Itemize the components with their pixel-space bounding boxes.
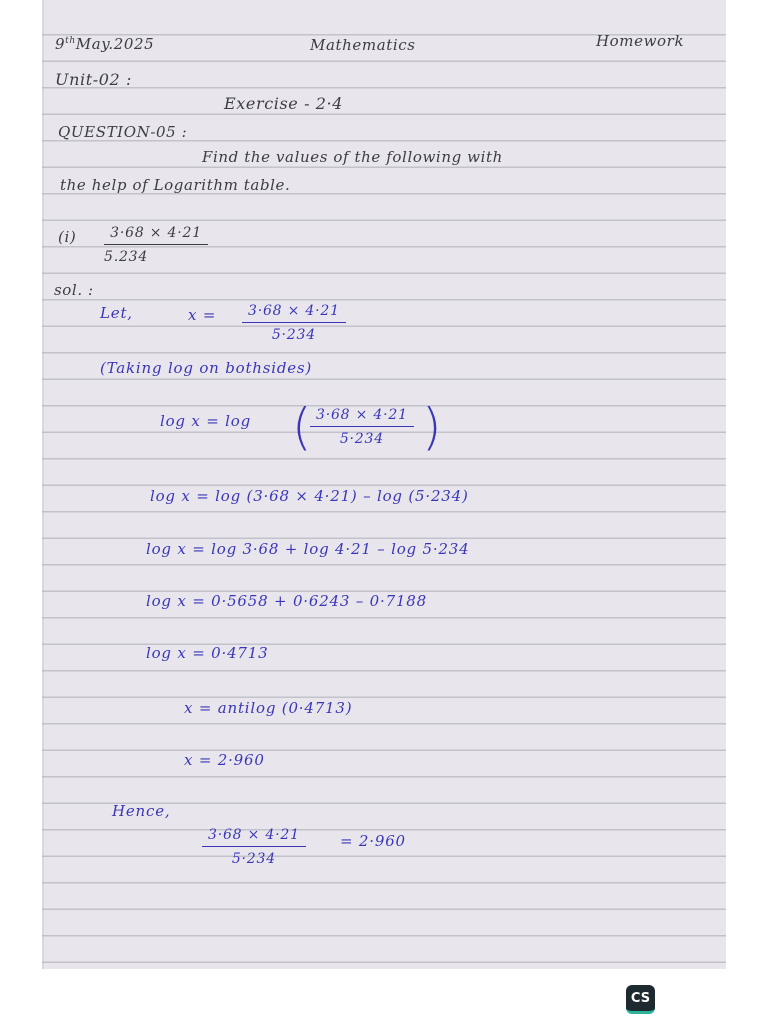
- unit-label: Unit-02 :: [55, 70, 132, 89]
- notebook-page: [42, 0, 726, 969]
- let-fraction: [242, 304, 346, 344]
- date-month-year: May.2025: [75, 35, 155, 53]
- question-line-2: the help of Logarithm table.: [60, 176, 291, 194]
- final-numerator: 3·68 × 4·21: [202, 828, 306, 847]
- step1-denominator: 5·234: [339, 431, 384, 448]
- step3: log x = log 3·68 + log 4·21 – log 5·234: [146, 540, 470, 558]
- final-result: = 2·960: [340, 832, 406, 850]
- question-line-1: Find the values of the following with: [202, 148, 503, 166]
- homework-label: Homework: [596, 32, 685, 50]
- step2: log x = log (3·68 × 4·21) – log (5·234): [150, 487, 469, 505]
- let-numerator: 3·68 × 4·21: [242, 304, 346, 323]
- step1-numerator: 3·68 × 4·21: [310, 408, 414, 427]
- part-denominator: 5.234: [104, 249, 149, 266]
- question-label: QUESTION-05 :: [58, 123, 188, 141]
- final-denominator: 5·234: [231, 851, 276, 868]
- step4: log x = 0·5658 + 0·6243 – 0·7188: [146, 592, 427, 610]
- step6: x = antilog (0·4713): [184, 699, 353, 717]
- part-fraction: [104, 226, 208, 266]
- page-edge: [42, 0, 44, 969]
- open-paren: (: [292, 398, 312, 456]
- let-denominator: 5·234: [271, 327, 316, 344]
- let-label: Let,: [100, 304, 133, 322]
- step1-fraction: [310, 408, 414, 448]
- let-lhs: x =: [188, 306, 217, 324]
- hence-label: Hence,: [112, 802, 171, 820]
- subject-title: Mathematics: [310, 36, 416, 54]
- camscanner-logo: CS: [626, 985, 655, 1014]
- step7: x = 2·960: [184, 751, 265, 769]
- date: [55, 37, 154, 52]
- date-suffix: th: [65, 36, 76, 46]
- date-day: 9: [55, 35, 66, 53]
- solution-label: sol. :: [54, 281, 94, 299]
- part-numerator: 3·68 × 4·21: [104, 226, 208, 245]
- final-fraction: [202, 828, 306, 868]
- step5: log x = 0·4713: [146, 644, 269, 662]
- taking-log-note: (Taking log on bothsides): [100, 359, 313, 377]
- exercise-title: Exercise - 2·4: [224, 94, 344, 113]
- part-label: (i): [58, 228, 77, 246]
- close-paren: ): [422, 398, 442, 456]
- step1-lhs: log x = log: [160, 412, 251, 430]
